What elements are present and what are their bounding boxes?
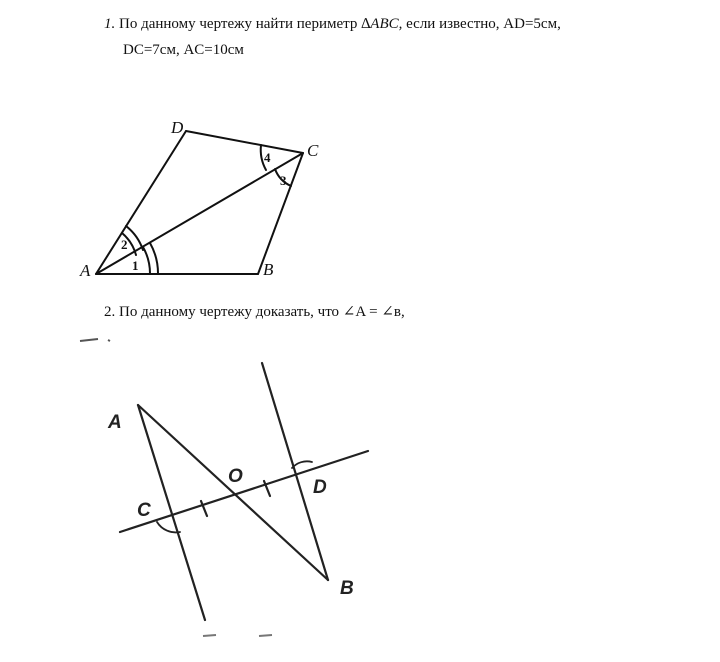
angle-number-1: 1 (132, 258, 139, 273)
task1-conditions-line2: DC=7см, AC=10см (123, 42, 244, 58)
label-C: C (137, 500, 151, 521)
label-O: O (228, 466, 243, 487)
line-DB (262, 363, 328, 580)
label-C: C (307, 141, 319, 160)
task1-triangle: ∆ABC, (361, 16, 403, 32)
task1-text: По данному чертежу найти периметр (119, 16, 358, 32)
label-D: D (171, 118, 184, 137)
scan-artifact-bottom (203, 635, 272, 636)
label-A: A (108, 412, 122, 433)
task1-number: 1. (104, 16, 116, 32)
task2-heading: 2. По данному чертежу доказать, что ∠A = ∠в, (104, 304, 405, 320)
angle-arc-D (292, 461, 312, 468)
task1-conditions: если известно, AD=5см, (406, 16, 561, 32)
label-B: B (340, 578, 354, 599)
angle-number-4: 4 (264, 150, 271, 165)
angle-number-3: 3 (280, 173, 287, 188)
segment-AB (138, 405, 328, 580)
label-A: A (80, 261, 91, 280)
angle-number-2: 2 (121, 237, 128, 252)
scan-artifact (80, 339, 110, 341)
label-B: B (263, 260, 274, 279)
label-D: D (313, 477, 327, 498)
